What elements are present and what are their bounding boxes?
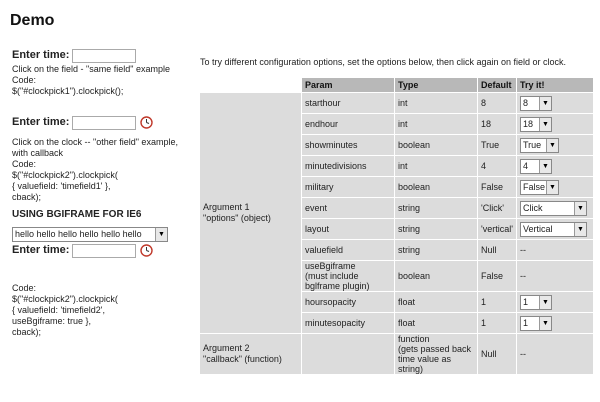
param-cell: layout	[302, 219, 395, 240]
param-cell: event	[302, 198, 395, 219]
enter-time-label-2: Enter time:	[12, 116, 70, 128]
intro-text: To try different configuration options, set the options below, then click again on field or clock.	[200, 57, 567, 67]
chevron-down-icon[interactable]: ▼	[574, 223, 586, 236]
type-cell: float	[395, 292, 478, 313]
left-column	[12, 47, 192, 338]
default-cell: 'Click'	[478, 198, 517, 219]
clock-icon[interactable]	[140, 116, 153, 129]
default-cell: False	[478, 177, 517, 198]
try-cell	[517, 198, 594, 219]
page-title: Demo	[10, 12, 55, 29]
minutedivisions-select[interactable]	[520, 159, 552, 174]
default-cell: 1	[478, 313, 517, 334]
type-cell: boolean	[395, 261, 478, 292]
type-cell: int	[395, 114, 478, 135]
bgiframe-heading: USING BGIFRAME FOR IE6	[12, 209, 142, 220]
try-cell	[517, 292, 594, 313]
military-select[interactable]	[520, 180, 559, 195]
try-cell	[517, 93, 594, 114]
param-cell: military	[302, 177, 395, 198]
try-cell	[517, 114, 594, 135]
param-cell: minutesopacity	[302, 313, 395, 334]
select-value: 4	[523, 161, 529, 171]
header-type: Type	[395, 78, 478, 93]
table-header-row	[200, 78, 594, 93]
default-cell: 'vertical'	[478, 219, 517, 240]
chevron-down-icon[interactable]: ▼	[539, 97, 551, 110]
type-cell: string	[395, 240, 478, 261]
chevron-down-icon[interactable]: ▼	[539, 160, 551, 173]
layout-select[interactable]	[520, 222, 587, 237]
param-cell: useBgiframe (must include bglframe plugin)	[302, 261, 395, 292]
default-cell: 18	[478, 114, 517, 135]
bgiframe-select-value: hello hello hello hello hello hello	[15, 229, 142, 239]
header-try: Try it!	[517, 78, 594, 93]
type-cell: string	[395, 198, 478, 219]
enter-time-row-3	[12, 242, 192, 259]
default-cell: 4	[478, 156, 517, 177]
select-value: Click	[523, 203, 543, 213]
select-value: 8	[523, 98, 529, 108]
example-2-description: Click on the clock -- "other field" example, with callback Code: $("#clockpick2").clockpick( { valuefield: 'timefield1' }, cback);	[12, 137, 178, 202]
default-cell: True	[478, 135, 517, 156]
chevron-down-icon[interactable]: ▼	[546, 139, 558, 152]
select-value: 1	[523, 318, 529, 328]
type-cell: function (gets passed back time value as string)	[395, 334, 478, 375]
default-cell: False	[478, 261, 517, 292]
enter-time-label-1: Enter time:	[12, 49, 70, 61]
bgiframe-select[interactable]	[12, 227, 168, 242]
chevron-down-icon[interactable]: ▼	[539, 296, 551, 309]
showminutes-select[interactable]	[520, 138, 559, 153]
param-cell: hoursopacity	[302, 292, 395, 313]
minutesopacity-select[interactable]	[520, 316, 552, 331]
try-cell: --	[517, 261, 594, 292]
default-cell: 8	[478, 93, 517, 114]
hoursopacity-select[interactable]	[520, 295, 552, 310]
header-spacer	[200, 78, 302, 93]
chevron-down-icon[interactable]: ▼	[546, 181, 558, 194]
example-3-description: Code: $("#clockpick2").clockpick( { valuefield: 'timefield2', useBgiframe: true }, cback);	[12, 283, 118, 337]
try-cell: --	[517, 334, 594, 375]
timefield-input-3[interactable]	[72, 244, 136, 258]
enter-time-row-2	[12, 114, 192, 131]
param-cell: showminutes	[302, 135, 395, 156]
table-row	[200, 334, 594, 375]
options-table	[199, 77, 594, 375]
argument-1-label: Argument 1 "options" (object)	[200, 93, 302, 334]
type-cell: boolean	[395, 135, 478, 156]
select-value: 1	[523, 297, 529, 307]
enter-time-label-3: Enter time:	[12, 244, 70, 256]
type-cell: int	[395, 93, 478, 114]
param-cell: starthour	[302, 93, 395, 114]
endhour-select[interactable]	[520, 117, 552, 132]
chevron-down-icon[interactable]: ▼	[155, 228, 167, 241]
try-cell	[517, 156, 594, 177]
chevron-down-icon[interactable]: ▼	[539, 118, 551, 131]
event-select[interactable]	[520, 201, 587, 216]
example-1-description: Click on the field - "same field" example Code: $("#clockpick1").clockpick();	[12, 64, 170, 96]
clock-icon[interactable]	[140, 244, 153, 257]
default-cell: 1	[478, 292, 517, 313]
try-cell	[517, 135, 594, 156]
starthour-select[interactable]	[520, 96, 552, 111]
type-cell: int	[395, 156, 478, 177]
type-cell: float	[395, 313, 478, 334]
param-cell	[302, 334, 395, 375]
try-cell	[517, 219, 594, 240]
header-default: Default	[478, 78, 517, 93]
enter-time-row-1	[12, 47, 192, 64]
param-cell: valuefield	[302, 240, 395, 261]
select-value: 18	[523, 119, 534, 129]
default-cell: Null	[478, 240, 517, 261]
try-cell	[517, 177, 594, 198]
timefield-input-2[interactable]	[72, 116, 136, 130]
chevron-down-icon[interactable]: ▼	[574, 202, 586, 215]
try-cell	[517, 313, 594, 334]
try-cell: --	[517, 240, 594, 261]
chevron-down-icon[interactable]: ▼	[539, 317, 551, 330]
select-value: True	[523, 140, 542, 150]
timefield-input-1[interactable]	[72, 49, 136, 63]
type-cell: boolean	[395, 177, 478, 198]
param-cell: endhour	[302, 114, 395, 135]
select-value: Vertical	[523, 224, 553, 234]
header-param: Param	[302, 78, 395, 93]
default-cell: Null	[478, 334, 517, 375]
argument-2-label: Argument 2 "callback" (function)	[200, 334, 302, 375]
table-row	[200, 93, 594, 114]
select-value: False	[523, 182, 546, 192]
param-cell: minutedivisions	[302, 156, 395, 177]
type-cell: string	[395, 219, 478, 240]
